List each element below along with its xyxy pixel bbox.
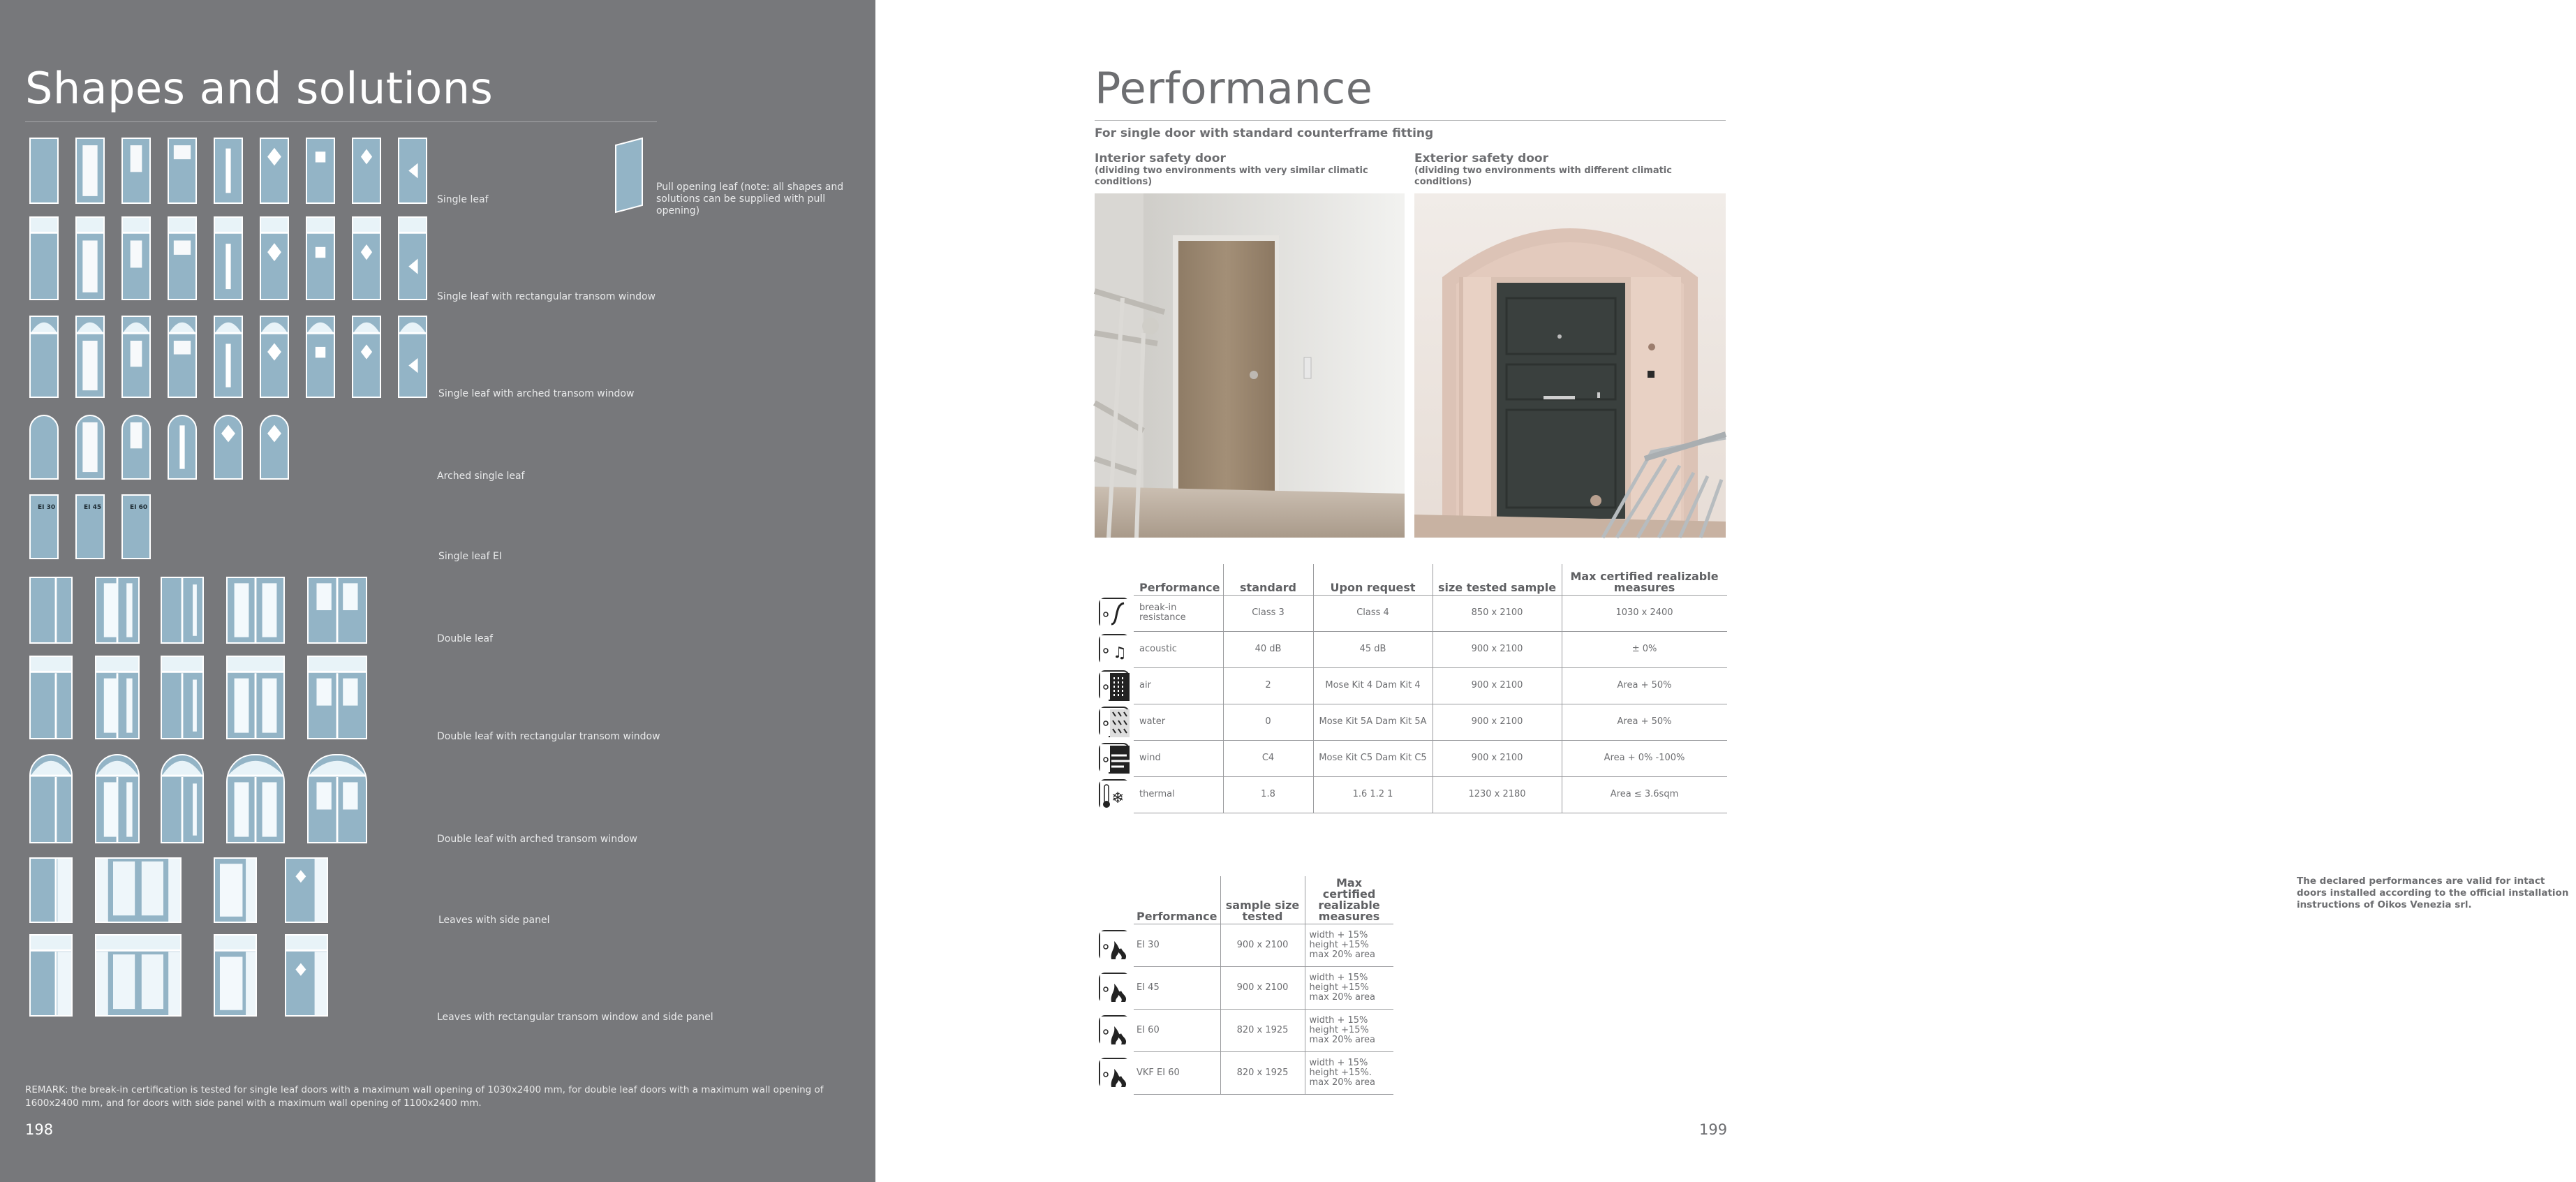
double-leaf-arch-transom-2 <box>161 754 204 843</box>
double-leaf-rect-transom-1 <box>95 656 140 739</box>
double-leaf-arch-transom-0 <box>29 754 73 843</box>
fire-icon <box>1099 930 1130 961</box>
double-leaf-arch-transom-1 <box>95 754 140 843</box>
door-rect-transom-7 <box>352 216 381 300</box>
table-row <box>1095 704 1727 740</box>
fire-col-sample-size: sample size tested <box>1220 876 1305 924</box>
thermal-icon <box>1099 779 1130 810</box>
row-standard: 2 <box>1223 667 1313 704</box>
row-max: Area + 50% <box>1562 704 1727 740</box>
interior-subheading: (dividing two environments with very similar climatic conditions) <box>1095 165 1368 187</box>
svg-text:❄: ❄ <box>1111 790 1125 807</box>
door-single-4 <box>214 138 243 204</box>
ei-label: EI 45 <box>84 504 102 511</box>
double-leaf-rect-transom-0 <box>29 656 73 739</box>
acoustic-icon <box>1099 634 1130 665</box>
transom-side-panel-3 <box>285 934 328 1017</box>
row-max: 1030 x 2400 <box>1562 595 1727 631</box>
table-row <box>1095 667 1727 704</box>
svg-text:♫: ♫ <box>1113 644 1127 662</box>
door-single-2 <box>121 138 151 204</box>
row-upon-request: 45 dB <box>1313 631 1433 667</box>
fire-row-max: width + 15% height +15% max 20% area <box>1305 1010 1393 1052</box>
ei-label: EI 30 <box>38 504 56 511</box>
interior-heading: Interior safety door <box>1095 152 1226 165</box>
side-panel-1 <box>95 857 182 923</box>
door-ei-0 <box>29 494 59 559</box>
row-label-single-leaf: Single leaf <box>437 194 489 205</box>
side-panel-0 <box>29 857 73 923</box>
door-single-0 <box>29 138 59 204</box>
row-max: Area + 50% <box>1562 667 1727 704</box>
fire-row-name: EI 60 <box>1134 1010 1220 1052</box>
fire-row-size: 820 x 1925 <box>1220 1010 1305 1052</box>
row-standard: 40 dB <box>1223 631 1313 667</box>
fire-row-max: width + 15% height +15%. max 20% area <box>1305 1052 1393 1095</box>
row-label-single-ei: Single leaf EI <box>438 551 502 562</box>
double-leaf-arch-transom-4 <box>307 754 367 843</box>
row-max: ± 0% <box>1562 631 1727 667</box>
wind-icon <box>1099 743 1130 774</box>
door-arched-4 <box>214 415 243 480</box>
performance-subtitle: For single door with standard counterframe fitting <box>1095 126 1434 140</box>
row-label-arched-transom: Single leaf with arched transom window <box>438 388 635 399</box>
row-performance: wind <box>1134 740 1223 776</box>
table-row <box>1095 776 1727 813</box>
row-max: Area ≤ 3.6sqm <box>1562 776 1727 813</box>
fire-col-max-certified: Max certified realizable measures <box>1305 876 1393 924</box>
fire-row-max: width + 15% height +15% max 20% area <box>1305 967 1393 1010</box>
row-label-side-panel: Leaves with side panel <box>438 915 550 926</box>
row-label-transom-side-panel: Leaves with rectangular transom window and side panel <box>437 1012 713 1023</box>
door-arched-3 <box>168 415 197 480</box>
row-performance: water <box>1134 704 1223 740</box>
row-standard: 1.8 <box>1223 776 1313 813</box>
door-arched-1 <box>75 415 105 480</box>
double-leaf-3 <box>226 577 285 644</box>
door-single-8 <box>398 138 427 204</box>
water-icon <box>1099 707 1130 737</box>
door-rect-transom-2 <box>121 216 151 300</box>
col-size-tested: size tested sample <box>1433 564 1562 595</box>
exterior-heading: Exterior safety door <box>1414 152 1548 165</box>
fire-row-max: width + 15% height +15% max 20% area <box>1305 924 1393 967</box>
exterior-subheading: (dividing two environments with different climatic conditions) <box>1414 165 1672 187</box>
title-divider-right <box>1095 120 1726 121</box>
door-arch-transom-5 <box>260 316 289 398</box>
door-arched-0 <box>29 415 59 480</box>
door-ei-1 <box>75 494 105 559</box>
row-upon-request: Mose Kit C5 Dam Kit C5 <box>1313 740 1433 776</box>
row-size: 900 x 2100 <box>1433 667 1562 704</box>
fire-row-name: VKF EI 60 <box>1134 1052 1220 1095</box>
fire-row-name: EI 45 <box>1134 967 1220 1010</box>
double-leaf-arch-transom-3 <box>226 754 285 843</box>
row-upon-request: Mose Kit 4 Dam Kit 4 <box>1313 667 1433 704</box>
fire-icon <box>1099 973 1130 1003</box>
table-row <box>1095 740 1727 776</box>
performance-note: The declared performances are valid for intact doors installed according to the official installation instructions of Oikos Venezia srl. <box>2297 876 2569 910</box>
fire-icon <box>1099 1058 1130 1088</box>
door-single-7 <box>352 138 381 204</box>
fire-table-row <box>1095 924 1393 967</box>
door-arch-transom-4 <box>214 316 243 398</box>
door-rect-transom-0 <box>29 216 59 300</box>
page-number-right: 199 <box>1699 1121 1728 1138</box>
table-row <box>1095 595 1727 631</box>
door-arch-transom-6 <box>306 316 335 398</box>
row-label-double-leaf: Double leaf <box>437 633 494 644</box>
break-in-icon <box>1099 598 1130 628</box>
col-upon-request: Upon request <box>1313 564 1433 595</box>
double-leaf-rect-transom-2 <box>161 656 204 739</box>
pull-opening-note: Pull opening leaf (note: all shapes and solutions can be supplied with pull opening) <box>656 182 844 216</box>
door-ei-2 <box>121 494 151 559</box>
row-upon-request: Class 4 <box>1313 595 1433 631</box>
fire-col-performance: Performance <box>1134 876 1220 924</box>
door-rect-transom-4 <box>214 216 243 300</box>
table-row <box>1095 631 1727 667</box>
fire-table-row <box>1095 1010 1393 1052</box>
title-divider <box>25 121 657 122</box>
exterior-door-photo <box>1414 193 1726 538</box>
row-size: 1230 x 2180 <box>1433 776 1562 813</box>
col-performance: Performance <box>1134 564 1223 595</box>
page-title-shapes: Shapes and solutions <box>25 63 494 114</box>
row-max: Area + 0% -100% <box>1562 740 1727 776</box>
row-performance: air <box>1134 667 1223 704</box>
page-number-left: 198 <box>25 1121 54 1138</box>
row-standard: Class 3 <box>1223 595 1313 631</box>
fire-table-row <box>1095 967 1393 1010</box>
fire-row-size: 900 x 2100 <box>1220 967 1305 1010</box>
door-arch-transom-0 <box>29 316 59 398</box>
transom-side-panel-1 <box>95 934 182 1017</box>
col-standard: standard <box>1223 564 1313 595</box>
double-leaf-0 <box>29 577 73 644</box>
row-performance: break-in resistance <box>1134 595 1223 631</box>
performance-table <box>1095 564 1727 813</box>
transom-side-panel-0 <box>29 934 73 1017</box>
row-upon-request: Mose Kit 5A Dam Kit 5A <box>1313 704 1433 740</box>
remark-text: REMARK: the break-in certification is tested for single leaf doors with a maximum wall opening of 1030x2400 mm, for double leaf doors with a maximum wall opening of 1600x2400 mm, and for doors with side panel with a maximum wall opening of 1100x2400 mm. <box>25 1084 824 1109</box>
side-panel-2 <box>214 857 257 923</box>
row-upon-request: 1.6 1.2 1 <box>1313 776 1433 813</box>
door-arch-transom-2 <box>121 316 151 398</box>
row-label-arched-single: Arched single leaf <box>437 471 525 482</box>
row-size: 850 x 2100 <box>1433 595 1562 631</box>
door-rect-transom-3 <box>168 216 197 300</box>
double-leaf-4 <box>307 577 367 644</box>
door-arch-transom-7 <box>352 316 381 398</box>
door-rect-transom-6 <box>306 216 335 300</box>
door-single-5 <box>260 138 289 204</box>
row-label-double-rect-transom: Double leaf with rectangular transom window <box>437 731 660 742</box>
ei-label: EI 60 <box>130 504 148 511</box>
door-single-6 <box>306 138 335 204</box>
door-single-1 <box>75 138 105 204</box>
air-icon <box>1099 670 1130 701</box>
door-arch-transom-3 <box>168 316 197 398</box>
fire-row-name: EI 30 <box>1134 924 1220 967</box>
fire-icon <box>1099 1015 1130 1046</box>
row-label-double-arched-transom: Double leaf with arched transom window <box>437 834 637 845</box>
double-leaf-rect-transom-3 <box>226 656 285 739</box>
double-leaf-2 <box>161 577 204 644</box>
side-panel-3 <box>285 857 328 923</box>
row-size: 900 x 2100 <box>1433 740 1562 776</box>
fire-row-size: 900 x 2100 <box>1220 924 1305 967</box>
pull-opening-illustration <box>614 137 645 214</box>
door-single-3 <box>168 138 197 204</box>
row-size: 900 x 2100 <box>1433 704 1562 740</box>
row-size: 900 x 2100 <box>1433 631 1562 667</box>
fire-table-row <box>1095 1052 1393 1095</box>
transom-side-panel-2 <box>214 934 257 1017</box>
interior-door-photo <box>1095 193 1405 538</box>
door-arched-2 <box>121 415 151 480</box>
door-arch-transom-8 <box>398 316 427 398</box>
door-rect-transom-5 <box>260 216 289 300</box>
row-standard: 0 <box>1223 704 1313 740</box>
double-leaf-1 <box>95 577 140 644</box>
left-page <box>0 0 875 1182</box>
right-page <box>875 0 2569 1182</box>
row-standard: C4 <box>1223 740 1313 776</box>
door-arch-transom-1 <box>75 316 105 398</box>
door-rect-transom-8 <box>398 216 427 300</box>
row-performance: thermal <box>1134 776 1223 813</box>
door-rect-transom-1 <box>75 216 105 300</box>
double-leaf-rect-transom-4 <box>307 656 367 739</box>
row-performance: acoustic <box>1134 631 1223 667</box>
fire-row-size: 820 x 1925 <box>1220 1052 1305 1095</box>
col-max-certified: Max certified realizable measures <box>1562 564 1727 595</box>
fire-performance-table <box>1095 876 1393 1095</box>
door-arched-5 <box>260 415 289 480</box>
row-label-rect-transom: Single leaf with rectangular transom window <box>437 291 656 302</box>
page-title-performance: Performance <box>1095 63 1373 114</box>
